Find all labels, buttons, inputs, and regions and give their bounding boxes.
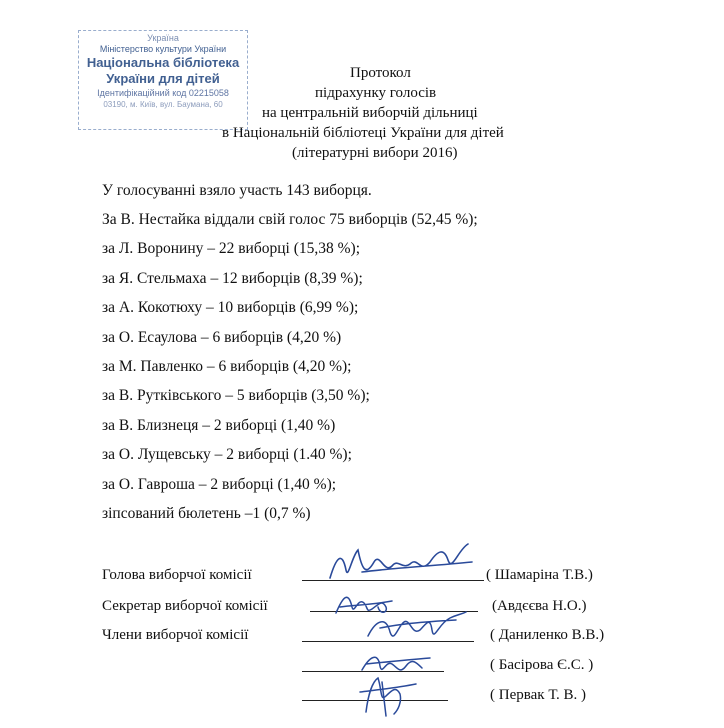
chair-label: Голова виборчої комісії — [102, 567, 252, 583]
result-line: за Я. Стельмаха – 12 виборців (8,39 %); — [102, 270, 363, 287]
title-year: (літературні вибори 2016) — [292, 145, 458, 161]
member3-handwritten-signature — [352, 672, 422, 720]
title-subtitle: підрахунку голосів — [315, 85, 437, 101]
secretary-name: (Авдєєва Н.О.) — [492, 598, 587, 614]
result-line: за В. Рутківського – 5 виборців (3,50 %); — [102, 387, 370, 404]
members-label: Члени виборчої комісії — [102, 627, 249, 643]
official-stamp — [78, 30, 248, 130]
stamp-address: 03190, м. Київ, вул. Баумана, 60 — [103, 100, 223, 109]
stamp-country: Україна — [147, 33, 179, 43]
chair-name: ( Шамаріна Т.В.) — [486, 567, 593, 583]
stamp-name-line2: України для дітей — [106, 71, 220, 86]
result-line: За В. Нестайка віддали свій голос 75 виборців (52,45 %); — [102, 211, 478, 228]
result-line: за О. Гавроша – 2 виборці (1,40 %); — [102, 476, 337, 493]
member1-name: ( Даниленко В.В.) — [490, 627, 605, 643]
result-line-participants: У голосуванні взяло участь 143 виборця. — [102, 182, 372, 199]
result-line: за О. Лущевську – 2 виборці (1.40 %); — [102, 446, 352, 463]
member1-handwritten-signature — [360, 606, 470, 650]
title-station: на центральній виборчій дільниці — [262, 105, 478, 121]
result-line-spoiled: зіпсований бюлетень –1 (0,7 %) — [102, 505, 311, 522]
stamp-ministry: Міністерство культури України — [99, 44, 227, 54]
secretary-label: Секретар виборчої комісії — [102, 598, 268, 614]
member2-name: ( Басірова Є.С. ) — [490, 657, 594, 673]
stamp-id-code: Ідентифікаційний код 02215058 — [97, 88, 229, 98]
stamp-name-line1: Національна бібліотека — [86, 55, 240, 70]
member3-name: ( Первак Т. В. ) — [490, 687, 586, 703]
result-line: за М. Павленко – 6 виборців (4,20 %); — [102, 358, 352, 375]
chair-handwritten-signature — [322, 540, 482, 590]
result-line: за О. Есаулова – 6 виборців (4,20 %) — [102, 329, 342, 346]
result-line: за В. Близнеця – 2 виборці (1,40 %) — [102, 417, 336, 434]
result-line: за А. Кокотюху – 10 виборців (6,99 %); — [102, 299, 359, 316]
result-line: за Л. Воронину – 22 виборці (15,38 %); — [102, 240, 361, 257]
title-protocol: Протокол — [350, 65, 411, 81]
title-library: в Національній бібліотеці України для дітей — [222, 125, 504, 141]
